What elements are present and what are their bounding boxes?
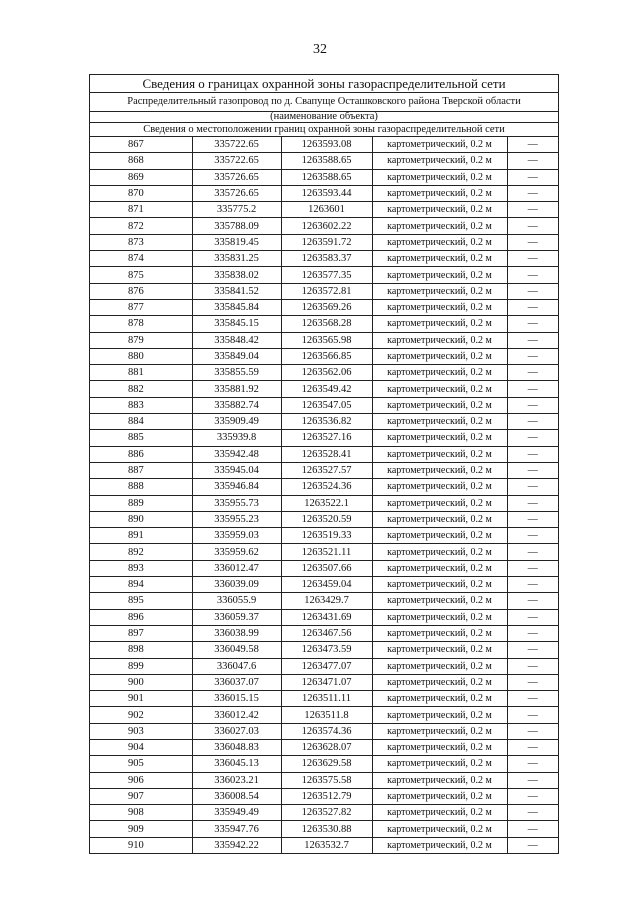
description-cell: — — [507, 446, 558, 462]
point-number-cell: 890 — [90, 511, 192, 527]
table-row — [90, 479, 558, 495]
description-cell: — — [507, 218, 558, 234]
coordinate-y-cell: 1263527.82 — [281, 805, 372, 821]
method-accuracy-cell: картометрический, 0.2 м — [372, 821, 507, 837]
point-number-cell: 881 — [90, 365, 192, 381]
description-cell: — — [507, 153, 558, 169]
table-row — [90, 821, 558, 837]
method-accuracy-cell: картометрический, 0.2 м — [372, 739, 507, 755]
method-accuracy-cell: картометрический, 0.2 м — [372, 479, 507, 495]
description-cell: — — [507, 658, 558, 674]
coordinate-y-cell: 1263431.69 — [281, 609, 372, 625]
coordinate-y-cell: 1263568.28 — [281, 316, 372, 332]
table-row — [90, 707, 558, 723]
method-accuracy-cell: картометрический, 0.2 м — [372, 348, 507, 364]
object-name: Распределительный газопровод по д. Свапуще Осташковского района Тверской области — [90, 93, 558, 112]
description-cell: — — [507, 251, 558, 267]
table-row — [90, 544, 558, 560]
coordinate-y-cell: 1263575.58 — [281, 772, 372, 788]
point-number-cell: 895 — [90, 593, 192, 609]
coordinate-x-cell: 335855.59 — [192, 365, 281, 381]
coordinate-y-cell: 1263473.59 — [281, 642, 372, 658]
coordinate-y-cell: 1263566.85 — [281, 348, 372, 364]
table-row — [90, 185, 558, 201]
coordinate-y-cell: 1263527.57 — [281, 462, 372, 478]
point-number-cell: 908 — [90, 805, 192, 821]
coordinate-x-cell: 335722.65 — [192, 153, 281, 169]
point-number-cell: 892 — [90, 544, 192, 560]
point-number-cell: 877 — [90, 299, 192, 315]
point-number-cell: 891 — [90, 528, 192, 544]
method-accuracy-cell: картометрический, 0.2 м — [372, 691, 507, 707]
table-row — [90, 446, 558, 462]
coordinate-y-cell: 1263521.11 — [281, 544, 372, 560]
description-cell: — — [507, 625, 558, 641]
method-accuracy-cell: картометрический, 0.2 м — [372, 332, 507, 348]
description-cell: — — [507, 772, 558, 788]
method-accuracy-cell: картометрический, 0.2 м — [372, 365, 507, 381]
coordinate-x-cell: 335845.84 — [192, 299, 281, 315]
description-cell: — — [507, 332, 558, 348]
coordinate-x-cell: 336027.03 — [192, 723, 281, 739]
coordinate-y-cell: 1263602.22 — [281, 218, 372, 234]
coordinate-y-cell: 1263628.07 — [281, 739, 372, 755]
description-cell: — — [507, 577, 558, 593]
description-cell: — — [507, 723, 558, 739]
table-row — [90, 560, 558, 576]
method-accuracy-cell: картометрический, 0.2 м — [372, 169, 507, 185]
method-accuracy-cell: картометрический, 0.2 м — [372, 202, 507, 218]
description-cell: — — [507, 707, 558, 723]
coordinate-x-cell: 335939.8 — [192, 430, 281, 446]
table-row — [90, 462, 558, 478]
table-row — [90, 805, 558, 821]
point-number-cell: 906 — [90, 772, 192, 788]
point-number-cell: 876 — [90, 283, 192, 299]
coordinate-x-cell: 336047.6 — [192, 658, 281, 674]
coordinate-x-cell: 335841.52 — [192, 283, 281, 299]
boundary-table-sheet — [89, 74, 559, 854]
coordinate-y-cell: 1263565.98 — [281, 332, 372, 348]
point-number-cell: 899 — [90, 658, 192, 674]
description-cell: — — [507, 137, 558, 153]
coordinate-y-cell: 1263467.56 — [281, 625, 372, 641]
point-number-cell: 875 — [90, 267, 192, 283]
coordinate-x-cell: 335849.04 — [192, 348, 281, 364]
method-accuracy-cell: картометрический, 0.2 м — [372, 381, 507, 397]
description-cell: — — [507, 528, 558, 544]
coordinate-x-cell: 335949.49 — [192, 805, 281, 821]
table-row — [90, 218, 558, 234]
coordinate-x-cell: 336012.47 — [192, 560, 281, 576]
coordinate-y-cell: 1263511.8 — [281, 707, 372, 723]
description-cell: — — [507, 381, 558, 397]
method-accuracy-cell: картометрический, 0.2 м — [372, 299, 507, 315]
coordinate-x-cell: 336008.54 — [192, 788, 281, 804]
description-cell: — — [507, 691, 558, 707]
coordinate-y-cell: 1263527.16 — [281, 430, 372, 446]
coordinates-table-body — [90, 137, 558, 854]
table-row — [90, 251, 558, 267]
description-cell: — — [507, 674, 558, 690]
table-row — [90, 397, 558, 413]
coordinate-x-cell: 335838.02 — [192, 267, 281, 283]
table-row — [90, 153, 558, 169]
description-cell: — — [507, 234, 558, 250]
method-accuracy-cell: картометрический, 0.2 м — [372, 544, 507, 560]
coordinate-x-cell: 336045.13 — [192, 756, 281, 772]
coordinate-x-cell: 335945.04 — [192, 462, 281, 478]
coordinate-x-cell: 335942.22 — [192, 837, 281, 853]
method-accuracy-cell: картометрический, 0.2 м — [372, 446, 507, 462]
table-row — [90, 267, 558, 283]
description-cell: — — [507, 609, 558, 625]
coordinate-x-cell: 335946.84 — [192, 479, 281, 495]
coordinate-y-cell: 1263530.88 — [281, 821, 372, 837]
description-cell: — — [507, 560, 558, 576]
description-cell: — — [507, 299, 558, 315]
coordinate-x-cell: 335831.25 — [192, 251, 281, 267]
table-row — [90, 169, 558, 185]
description-cell: — — [507, 788, 558, 804]
point-number-cell: 885 — [90, 430, 192, 446]
method-accuracy-cell: картометрический, 0.2 м — [372, 756, 507, 772]
point-number-cell: 909 — [90, 821, 192, 837]
table-row — [90, 723, 558, 739]
coordinate-y-cell: 1263528.41 — [281, 446, 372, 462]
table-row — [90, 642, 558, 658]
point-number-cell: 900 — [90, 674, 192, 690]
table-row — [90, 316, 558, 332]
point-number-cell: 874 — [90, 251, 192, 267]
table-row — [90, 202, 558, 218]
point-number-cell: 896 — [90, 609, 192, 625]
coordinate-x-cell: 335726.65 — [192, 185, 281, 201]
coordinate-x-cell: 335722.65 — [192, 137, 281, 153]
method-accuracy-cell: картометрический, 0.2 м — [372, 218, 507, 234]
page-number: 32 — [313, 42, 327, 57]
coordinate-x-cell: 335955.23 — [192, 511, 281, 527]
description-cell: — — [507, 169, 558, 185]
description-cell: — — [507, 593, 558, 609]
method-accuracy-cell: картометрический, 0.2 м — [372, 772, 507, 788]
description-cell: — — [507, 479, 558, 495]
point-number-cell: 870 — [90, 185, 192, 201]
description-cell: — — [507, 739, 558, 755]
coordinate-x-cell: 335775.2 — [192, 202, 281, 218]
coordinate-y-cell: 1263562.06 — [281, 365, 372, 381]
point-number-cell: 903 — [90, 723, 192, 739]
table-row — [90, 495, 558, 511]
point-number-cell: 880 — [90, 348, 192, 364]
object-name-caption: (наименование объекта) — [90, 112, 558, 123]
coordinate-y-cell: 1263593.08 — [281, 137, 372, 153]
point-number-cell: 879 — [90, 332, 192, 348]
coordinate-x-cell: 335942.48 — [192, 446, 281, 462]
method-accuracy-cell: картометрический, 0.2 м — [372, 805, 507, 821]
coordinate-x-cell: 336048.83 — [192, 739, 281, 755]
coordinate-y-cell: 1263429.7 — [281, 593, 372, 609]
coordinate-x-cell: 335955.73 — [192, 495, 281, 511]
point-number-cell: 869 — [90, 169, 192, 185]
method-accuracy-cell: картометрический, 0.2 м — [372, 397, 507, 413]
point-number-cell: 868 — [90, 153, 192, 169]
description-cell: — — [507, 430, 558, 446]
method-accuracy-cell: картометрический, 0.2 м — [372, 560, 507, 576]
point-number-cell: 910 — [90, 837, 192, 853]
coordinate-x-cell: 335848.42 — [192, 332, 281, 348]
coordinate-x-cell: 336012.42 — [192, 707, 281, 723]
point-number-cell: 873 — [90, 234, 192, 250]
point-number-cell: 894 — [90, 577, 192, 593]
description-cell: — — [507, 511, 558, 527]
point-number-cell: 904 — [90, 739, 192, 755]
method-accuracy-cell: картометрический, 0.2 м — [372, 414, 507, 430]
method-accuracy-cell: картометрический, 0.2 м — [372, 625, 507, 641]
coordinate-y-cell: 1263459.04 — [281, 577, 372, 593]
coordinate-y-cell: 1263583.37 — [281, 251, 372, 267]
table-row — [90, 414, 558, 430]
method-accuracy-cell: картометрический, 0.2 м — [372, 283, 507, 299]
method-accuracy-cell: картометрический, 0.2 м — [372, 577, 507, 593]
point-number-cell: 907 — [90, 788, 192, 804]
table-row — [90, 756, 558, 772]
point-number-cell: 882 — [90, 381, 192, 397]
point-number-cell: 893 — [90, 560, 192, 576]
point-number-cell: 902 — [90, 707, 192, 723]
point-number-cell: 889 — [90, 495, 192, 511]
method-accuracy-cell: картометрический, 0.2 м — [372, 837, 507, 853]
coordinate-y-cell: 1263471.07 — [281, 674, 372, 690]
section-heading: Сведения о местоположении границ охранной зоны газораспределительной сети — [90, 123, 558, 137]
coordinate-x-cell: 336059.37 — [192, 609, 281, 625]
method-accuracy-cell: картометрический, 0.2 м — [372, 430, 507, 446]
coordinate-x-cell: 335959.62 — [192, 544, 281, 560]
table-row — [90, 348, 558, 364]
coordinate-y-cell: 1263601 — [281, 202, 372, 218]
table-row — [90, 365, 558, 381]
method-accuracy-cell: картометрический, 0.2 м — [372, 788, 507, 804]
description-cell: — — [507, 283, 558, 299]
point-number-cell: 886 — [90, 446, 192, 462]
coordinate-y-cell: 1263547.05 — [281, 397, 372, 413]
table-row — [90, 299, 558, 315]
point-number-cell: 883 — [90, 397, 192, 413]
coordinate-y-cell: 1263511.11 — [281, 691, 372, 707]
coordinate-y-cell: 1263591.72 — [281, 234, 372, 250]
description-cell: — — [507, 462, 558, 478]
coordinate-y-cell: 1263569.26 — [281, 299, 372, 315]
table-row — [90, 137, 558, 153]
table-row — [90, 609, 558, 625]
method-accuracy-cell: картометрический, 0.2 м — [372, 153, 507, 169]
method-accuracy-cell: картометрический, 0.2 м — [372, 658, 507, 674]
description-cell: — — [507, 821, 558, 837]
table-title: Сведения о границах охранной зоны газораспределительной сети — [90, 75, 558, 93]
coordinate-x-cell: 336023.21 — [192, 772, 281, 788]
coordinate-y-cell: 1263507.66 — [281, 560, 372, 576]
description-cell: — — [507, 267, 558, 283]
table-row — [90, 283, 558, 299]
point-number-cell: 884 — [90, 414, 192, 430]
coordinate-y-cell: 1263572.81 — [281, 283, 372, 299]
coordinate-x-cell: 336049.58 — [192, 642, 281, 658]
method-accuracy-cell: картометрический, 0.2 м — [372, 593, 507, 609]
method-accuracy-cell: картометрический, 0.2 м — [372, 137, 507, 153]
point-number-cell: 867 — [90, 137, 192, 153]
table-row — [90, 528, 558, 544]
description-cell: — — [507, 365, 558, 381]
description-cell: — — [507, 185, 558, 201]
table-row — [90, 772, 558, 788]
point-number-cell: 872 — [90, 218, 192, 234]
table-row — [90, 332, 558, 348]
method-accuracy-cell: картометрический, 0.2 м — [372, 707, 507, 723]
method-accuracy-cell: картометрический, 0.2 м — [372, 185, 507, 201]
table-row — [90, 691, 558, 707]
table-row — [90, 739, 558, 755]
coordinate-x-cell: 336037.07 — [192, 674, 281, 690]
coordinate-x-cell: 335959.03 — [192, 528, 281, 544]
method-accuracy-cell: картометрический, 0.2 м — [372, 511, 507, 527]
point-number-cell: 898 — [90, 642, 192, 658]
coordinate-y-cell: 1263549.42 — [281, 381, 372, 397]
coordinate-y-cell: 1263477.07 — [281, 658, 372, 674]
description-cell: — — [507, 202, 558, 218]
description-cell: — — [507, 756, 558, 772]
method-accuracy-cell: картометрический, 0.2 м — [372, 495, 507, 511]
description-cell: — — [507, 397, 558, 413]
coordinate-x-cell: 335947.76 — [192, 821, 281, 837]
description-cell: — — [507, 316, 558, 332]
coordinate-y-cell: 1263629.58 — [281, 756, 372, 772]
coordinate-y-cell: 1263574.36 — [281, 723, 372, 739]
coordinate-x-cell: 336039.09 — [192, 577, 281, 593]
method-accuracy-cell: картометрический, 0.2 м — [372, 267, 507, 283]
method-accuracy-cell: картометрический, 0.2 м — [372, 609, 507, 625]
table-row — [90, 511, 558, 527]
table-row — [90, 788, 558, 804]
table-row — [90, 577, 558, 593]
table-row — [90, 593, 558, 609]
point-number-cell: 901 — [90, 691, 192, 707]
coordinate-x-cell: 335845.15 — [192, 316, 281, 332]
coordinate-y-cell: 1263520.59 — [281, 511, 372, 527]
method-accuracy-cell: картометрический, 0.2 м — [372, 462, 507, 478]
method-accuracy-cell: картометрический, 0.2 м — [372, 316, 507, 332]
coordinate-y-cell: 1263577.35 — [281, 267, 372, 283]
point-number-cell: 887 — [90, 462, 192, 478]
coordinate-x-cell: 335909.49 — [192, 414, 281, 430]
table-row — [90, 430, 558, 446]
coordinate-x-cell: 335726.65 — [192, 169, 281, 185]
description-cell: — — [507, 642, 558, 658]
coordinate-y-cell: 1263524.36 — [281, 479, 372, 495]
coordinate-x-cell: 336015.15 — [192, 691, 281, 707]
table-row — [90, 674, 558, 690]
point-number-cell: 905 — [90, 756, 192, 772]
description-cell: — — [507, 414, 558, 430]
coordinate-y-cell: 1263588.65 — [281, 153, 372, 169]
method-accuracy-cell: картометрический, 0.2 м — [372, 674, 507, 690]
coordinate-x-cell: 335881.92 — [192, 381, 281, 397]
method-accuracy-cell: картометрический, 0.2 м — [372, 528, 507, 544]
coordinate-y-cell: 1263522.1 — [281, 495, 372, 511]
coordinate-y-cell: 1263519.33 — [281, 528, 372, 544]
description-cell: — — [507, 348, 558, 364]
coordinate-y-cell: 1263588.65 — [281, 169, 372, 185]
description-cell: — — [507, 805, 558, 821]
description-cell: — — [507, 837, 558, 853]
table-row — [90, 837, 558, 853]
point-number-cell: 888 — [90, 479, 192, 495]
method-accuracy-cell: картометрический, 0.2 м — [372, 251, 507, 267]
table-row — [90, 658, 558, 674]
method-accuracy-cell: картометрический, 0.2 м — [372, 234, 507, 250]
coordinates-table — [90, 137, 558, 854]
coordinate-y-cell: 1263593.44 — [281, 185, 372, 201]
point-number-cell: 878 — [90, 316, 192, 332]
description-cell: — — [507, 544, 558, 560]
coordinate-y-cell: 1263512.79 — [281, 788, 372, 804]
point-number-cell: 897 — [90, 625, 192, 641]
table-row — [90, 234, 558, 250]
point-number-cell: 871 — [90, 202, 192, 218]
coordinate-y-cell: 1263532.7 — [281, 837, 372, 853]
coordinate-x-cell: 335819.45 — [192, 234, 281, 250]
coordinate-x-cell: 335788.09 — [192, 218, 281, 234]
coordinate-x-cell: 335882.74 — [192, 397, 281, 413]
coordinate-y-cell: 1263536.82 — [281, 414, 372, 430]
coordinate-x-cell: 336055.9 — [192, 593, 281, 609]
method-accuracy-cell: картометрический, 0.2 м — [372, 642, 507, 658]
table-row — [90, 625, 558, 641]
coordinate-x-cell: 336038.99 — [192, 625, 281, 641]
table-row — [90, 381, 558, 397]
method-accuracy-cell: картометрический, 0.2 м — [372, 723, 507, 739]
description-cell: — — [507, 495, 558, 511]
